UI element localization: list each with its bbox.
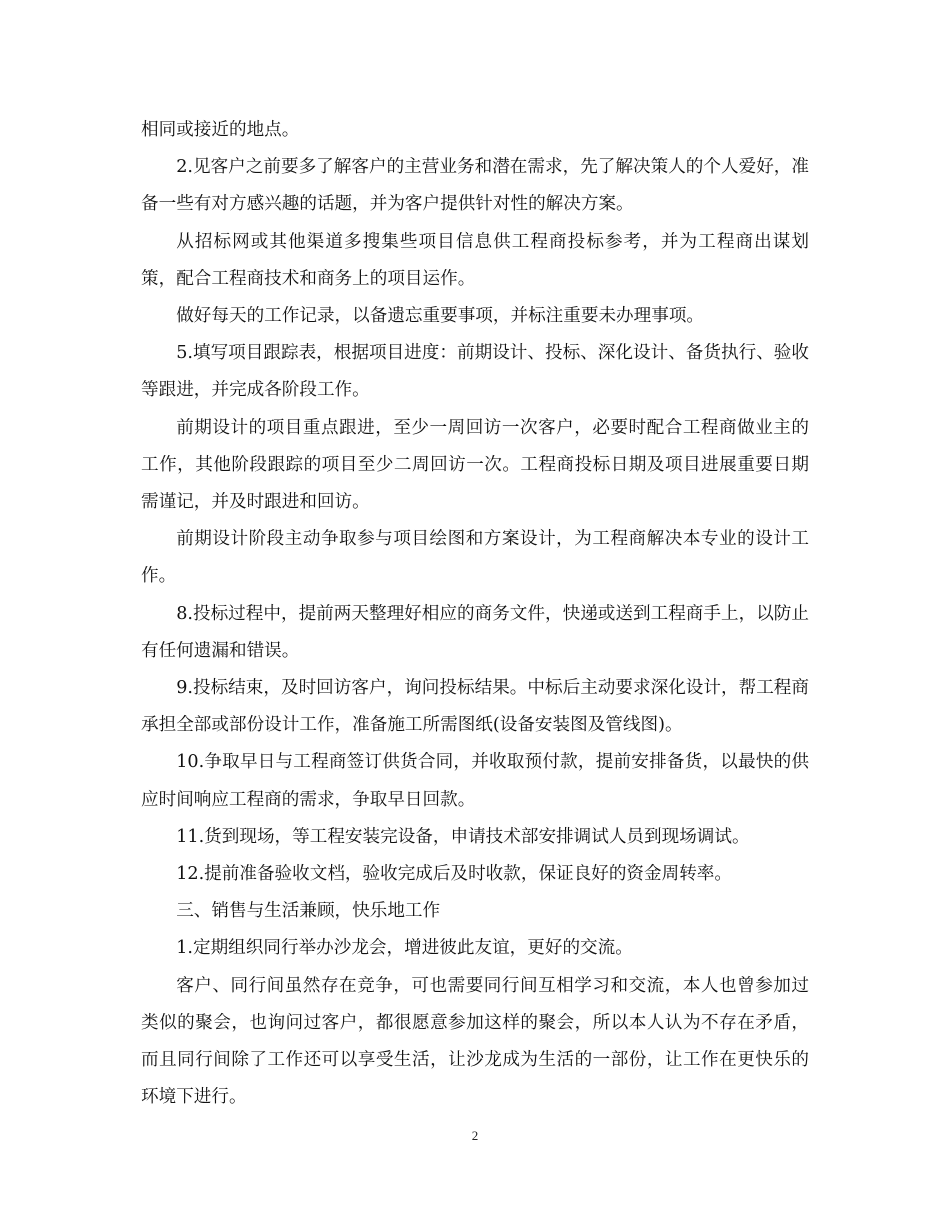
document-body <box>141 112 809 1116</box>
paragraph-6: 前期设计的项目重点跟进，至少一周回访一次客户，必要时配合工程商做业主的工作，其他阶段跟踪的项目至少二周回访一次。工程商投标日期及项目进展重要日期需谨记，并及时跟进和回访。 <box>141 417 809 513</box>
paragraph-8: 8.投标过程中，提前两天整理好相应的商务文件，快递或送到工程商手上，以防止有任何遗漏和错误。 <box>141 603 809 661</box>
page-number: 2 <box>471 1128 479 1143</box>
section-heading: 三、销售与生活兼顾，快乐地工作 <box>176 901 441 922</box>
paragraph-9: 9.投标结束，及时回访客户，询问投标结果。中标后主动要求深化设计，帮工程商承担全部或部份设计工作，准备施工所需图纸(设备安装图及管线图)。 <box>141 678 809 736</box>
paragraph-15: 客户、同行间虽然存在竞争，可也需要同行间互相学习和交流，本人也曾参加过类似的聚会，也询问过客户，都很愿意参加这样的聚会，所以本人认为不存在矛盾，而且同行间除了工作还可以享受生活，让沙龙成为生活的一部份，让工作在更快乐的环境下进行。 <box>141 975 809 1108</box>
paragraph-7: 前期设计阶段主动争取参与项目绘图和方案设计，为工程商解决本专业的设计工作。 <box>141 529 809 587</box>
paragraph-12: 12.提前准备验收文档，验收完成后及时收款，保证良好的资金周转率。 <box>176 864 732 885</box>
paragraph-1: 相同或接近的地点。 <box>141 120 300 140</box>
paragraph-10: 10.争取早日与工程商签订供货合同，并收取预付款，提前安排备货，以最快的供应时间响应工程商的需求，争取早日回款。 <box>141 752 809 810</box>
paragraph-11: 11.货到现场，等工程安装完设备，申请技术部安排调试人员到现场调试。 <box>176 826 750 847</box>
paragraph-4: 做好每天的工作记录，以备遗忘重要事项，并标注重要未办理事项。 <box>176 306 705 327</box>
paragraph-2: 2.见客户之前要多了解客户的主营业务和潜在需求，先了解决策人的个人爱好，准备一些有对方感兴趣的话题，并为客户提供针对性的解决方案。 <box>141 157 809 215</box>
paragraph-14: 1.定期组织同行举办沙龙会，增进彼此友谊，更好的交流。 <box>176 938 633 959</box>
paragraph-5: 5.填写项目跟踪表，根据项目进度：前期设计、投标、深化设计、备货执行、验收等跟进，并完成各阶段工作。 <box>141 343 809 401</box>
paragraph-3: 从招标网或其他渠道多搜集些项目信息供工程商投标参考，并为工程商出谋划策，配合工程商技术和商务上的项目运作。 <box>141 231 809 289</box>
